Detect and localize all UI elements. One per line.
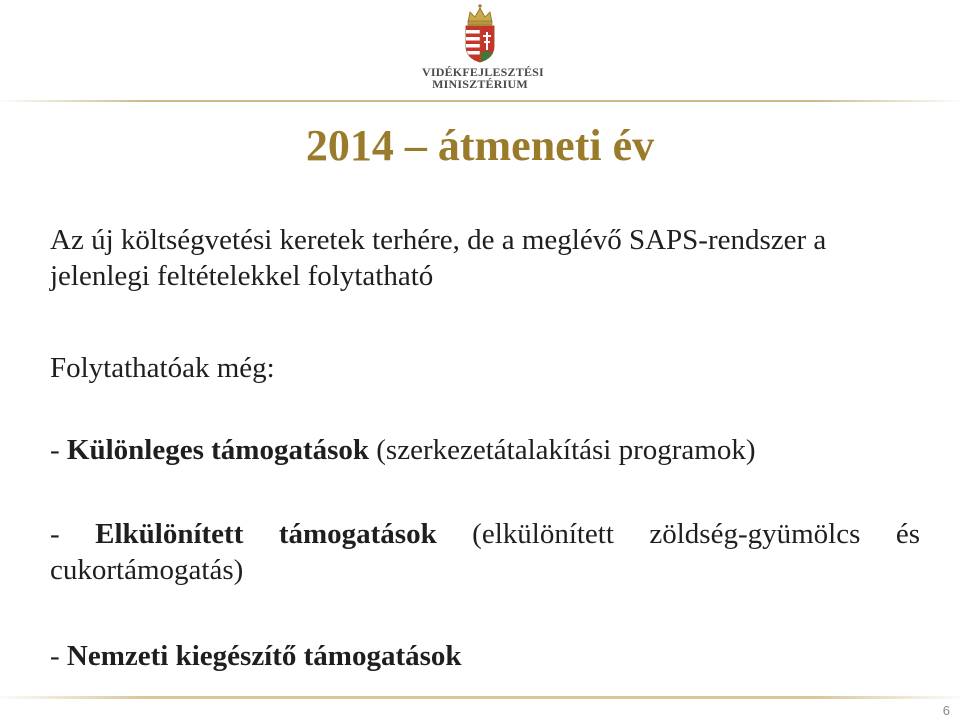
list-item-rest: (szerkezetátalakítási programok) (376, 434, 756, 466)
coat-of-arms-icon (460, 4, 500, 64)
list-item (50, 432, 920, 468)
ministry-logo (422, 4, 544, 96)
list-dash: - (50, 518, 60, 550)
list-item-bold: Különleges támogatások (66, 434, 370, 466)
list-dash: - (50, 640, 60, 672)
slide-title: 2014 – átmeneti év (305, 121, 655, 170)
list-item (50, 638, 920, 674)
footer-divider (0, 696, 960, 699)
continuing-label: Folytathatóak még: (50, 352, 275, 384)
list-dash: - (50, 434, 60, 466)
ministry-name-line2: MINISZTÉRIUM (432, 77, 528, 91)
list-item-bold: Nemzeti kiegészítő támogatások (66, 640, 462, 672)
intro-text: Az új költségvetési keretek terhére, de a meglévő SAPS-rendszer a jelenlegi feltételekkel folytatható (50, 224, 827, 292)
list-item (50, 516, 920, 588)
ministry-name (422, 65, 544, 91)
page-number: 6 (942, 703, 950, 718)
list-item-rest: (elkülönített zöldség-gyümölcs és cukortámogatás) (50, 518, 920, 586)
header-divider (0, 100, 960, 102)
ministry-name-line1: VIDÉKFEJLESZTÉSI (422, 65, 544, 79)
list-item-bold: Elkülönített támogatások (95, 518, 437, 550)
